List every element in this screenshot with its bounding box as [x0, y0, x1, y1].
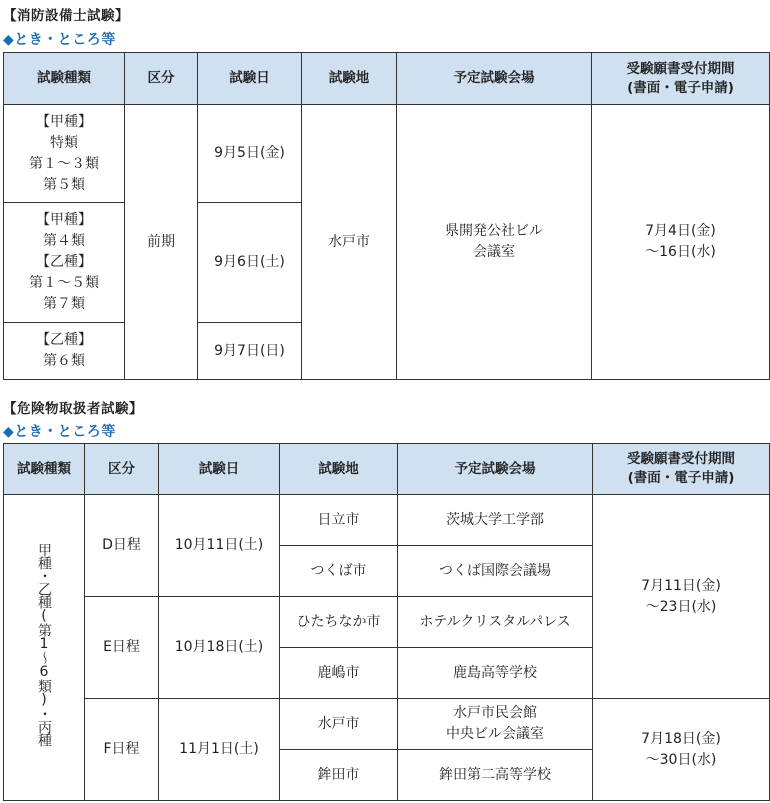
- table-row: [4, 105, 770, 203]
- s2-venue-cell: つくば国際会議場: [398, 546, 593, 597]
- s2-venue-cell: 鉾田第二高等学校: [398, 750, 593, 801]
- s1-header-venue: 予定試験会場: [397, 53, 592, 105]
- table-row: [4, 495, 770, 546]
- s2-period-cell: 7月11日(金) ～23日(水): [593, 495, 770, 699]
- s1-header-category: 区分: [125, 53, 198, 105]
- s2-location-cell: 鉾田市: [280, 750, 398, 801]
- section2-table: [3, 443, 770, 801]
- s2-header-date: 試験日: [159, 444, 280, 495]
- s2-header-venue: 予定試験会場: [398, 444, 593, 495]
- s2-date-cell: 10月11日(土): [159, 495, 280, 597]
- section1-header-row: [4, 53, 770, 105]
- s1-date-cell: 9月5日(金): [198, 105, 302, 203]
- s2-location-cell: 水戸市: [280, 699, 398, 750]
- section2-header-row: [4, 444, 770, 495]
- s2-venue-cell: 茨城大学工学部: [398, 495, 593, 546]
- s2-type-vertical-text: 甲種・乙種(第1～6類)・丙種: [36, 542, 52, 746]
- s2-category-cell: F日程: [85, 699, 159, 801]
- section2-title: 【危険物取扱者試験】: [3, 401, 143, 417]
- s2-category-cell: E日程: [85, 597, 159, 699]
- s1-header-type: 試験種類: [4, 53, 125, 105]
- section2-subtitle: ◆とき・ところ等: [3, 424, 116, 440]
- s2-location-cell: ひたちなか市: [280, 597, 398, 648]
- table-row: [4, 699, 770, 750]
- s1-venue-cell: 県開発公社ビル 会議室: [397, 105, 592, 380]
- section1-subtitle: ◆とき・ところ等: [3, 32, 116, 48]
- section1-title: 【消防設備士試験】: [3, 8, 129, 24]
- s1-date-cell: 9月6日(土): [198, 203, 302, 323]
- s1-type-cell: 【甲種】 第４類 【乙種】 第１～５類 第７類: [4, 203, 125, 323]
- s2-date-cell: 11月1日(土): [159, 699, 280, 801]
- s2-venue-cell: ホテルクリスタルパレス: [398, 597, 593, 648]
- s2-type-cell: [4, 495, 85, 801]
- s1-period-cell: 7月4日(金) ～16日(水): [592, 105, 770, 380]
- s2-location-cell: 日立市: [280, 495, 398, 546]
- s2-category-cell: D日程: [85, 495, 159, 597]
- s2-header-type: 試験種類: [4, 444, 85, 495]
- s1-date-cell: 9月7日(日): [198, 323, 302, 380]
- s1-header-location: 試験地: [302, 53, 397, 105]
- s2-venue-cell: 鹿島高等学校: [398, 648, 593, 699]
- s2-location-cell: 鹿嶋市: [280, 648, 398, 699]
- s2-period-cell: 7月18日(金) ～30日(水): [593, 699, 770, 801]
- s2-header-period: 受験願書受付期間 (書面・電子申請): [593, 444, 770, 495]
- s1-location-cell: 水戸市: [302, 105, 397, 380]
- s2-location-cell: つくば市: [280, 546, 398, 597]
- section1-table: [3, 52, 770, 380]
- s1-type-cell: 【甲種】 特類 第１～３類 第５類: [4, 105, 125, 203]
- s2-header-category: 区分: [85, 444, 159, 495]
- s1-header-date: 試験日: [198, 53, 302, 105]
- s1-header-period: 受験願書受付期間 (書面・電子申請): [592, 53, 770, 105]
- s2-date-cell: 10月18日(土): [159, 597, 280, 699]
- s2-header-location: 試験地: [280, 444, 398, 495]
- s2-venue-cell: 水戸市民会館 中央ビル会議室: [398, 699, 593, 750]
- s1-category-cell: 前期: [125, 105, 198, 380]
- s1-type-cell: 【乙種】 第６類: [4, 323, 125, 380]
